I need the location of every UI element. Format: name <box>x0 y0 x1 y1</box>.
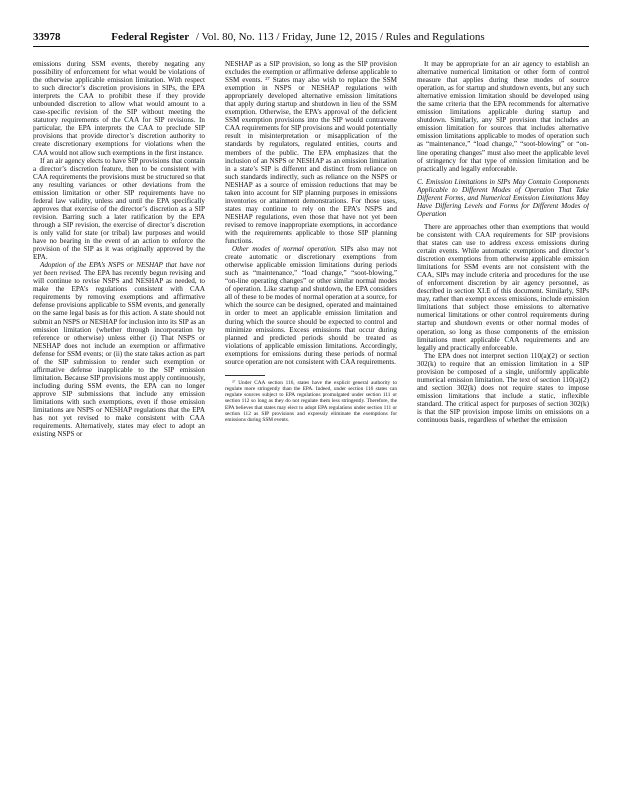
paragraph <box>225 245 397 366</box>
paragraph <box>33 261 205 438</box>
footnote-text: ²⁷ Under CAA section 116, states have the explicit general authority to regulate more stringently than the EPA. Indeed, under section 116 states can regulate sources subject to EPA regulations promulgated under section 111 or section 112 so long as they do not regulate them less stringently. Therefore, the EPA believes that states may elect to adopt EPA regulations under section 111 or section 112 as SIP provisions and expressly eliminate the exemptions for emissions during SSM events. <box>225 379 397 423</box>
paragraph <box>417 60 589 173</box>
footnote <box>225 380 397 423</box>
footnote-rule <box>225 375 265 376</box>
paragraph-text: The EPA does not interpret section 110(a)(2) or section 302(k) to require that an emission limitation in a SIP provision be composed of a single, uniformly applicable numerical emission limitation. The text of section 110(a)(2) and section 302(k) does not require states to impose emission limitations that include a static, inflexible standard. The critical aspect for purposes of section 302(k) is that the SIP provision impose limits on emissions on a continuous basis, regardless of whether the emission <box>417 351 589 425</box>
issue-details: / Vol. 80, No. 113 / Friday, June 12, 2015 / Rules and Regulations <box>195 31 485 43</box>
paragraph <box>33 157 205 262</box>
paragraph-heading: Other modes of normal operation. <box>232 245 337 254</box>
publication-title: Federal Register <box>111 31 190 43</box>
header-rule <box>33 46 589 47</box>
paragraph-heading: Adoption of the EPA’s NSPS or NESHAP that have not yet been revised. <box>33 261 205 278</box>
paragraph <box>225 60 397 245</box>
page-number: 33978 <box>33 31 61 43</box>
paragraph-text: It may be appropriate for an air agency to establish an alternative numerical limitation or other form of control measure that applies during these modes of source operation, as for startup and shutdown events, but any such alternative emission limitation should be developed using the same criteria that the EPA recommends for alternative emission limitations applicable during startup and shutdown. Similarly, any SIP provision that includes an emission limitation for sources that includes alternative emission limitations applicable to modes of operation such as “maintenance,” “load change,” “soot-blowing” or “on-line operating changes” must also meet the applicable level of stringency for that type of emission limitation and be practically and legally enforceable. <box>417 60 589 173</box>
paragraph-text: NESHAP as a SIP provision, so long as the SIP provision excludes the exemption or affirmative defense applicable to SSM events. ²⁷ States may also wish to replace the SSM exemption in NSPS or NESHAP regulations with appropriately developed alternative emission limitations that apply during startup and shutdown in lieu of the SSM exemption. Otherwise, the EPA’s approval of the deficient SSM exemption provisions into the SIP would contravene CAA requirements for SIP provisions and would potentially result in misinterpretation or misapplication of the standards by regulators, regulated entities, courts and members of the public. The EPA emphasizes that the inclusion of an NSPS or NESHAP as an emission limitation in a state’s SIP is different and distinct from reliance on such standards indirectly, such as reliance on the NSPS or NESHAP as a source of emission reductions that may be taken into account for SIP planning purposes in emissions inventories or attainment demonstrations. For those uses, states may continue to rely on the EPA’s NSPS and NESHAP regulations, even those that have not yet been revised to remove inappropriate exemptions, in accordance with the requirements applicable to those SIP planning functions. <box>225 60 397 246</box>
page-header <box>33 31 593 47</box>
text-column-3 <box>417 60 589 790</box>
paragraph <box>417 352 589 424</box>
text-column-2 <box>225 60 397 790</box>
paragraph-heading: C. Emission Limitations in SIPs May Contain Components Applicable to Different Modes of Operation That Take Different Forms, and Numerical Emission Limitations May Have Differing Levels and Forms for Different Modes of Operation <box>417 177 589 218</box>
paragraph-text: emissions during SSM events, thereby negating any possibility of enforcement for what would be violations of the otherwise applicable emission limitation. With respect to such director’s discretion provisions in SIPs, the EPA interprets the CAA to prohibit these if they provide unbounded discretion to allow what would amount to a case-specific revision of the SIP without meeting the statutory requirements of the CAA for SIP revisions. In particular, the EPA interprets the CAA to preclude SIP provisions that provide director’s discretion authority to create discretionary exemptions for violations when the CAA would not allow such exemptions in the first instance. <box>33 60 205 157</box>
paragraph-text: If an air agency elects to have SIP provisions that contain a director’s discretion feature, then to be consistent with CAA requirements the provisions must be structured so that any resulting variances or other deviations from the emission limitation or other SIP requirements have no federal law validity, unless and until the EPA specifically approves that exercise of the director’s discretion as a SIP revision. Barring such a later ratification by the EPA through a SIP revision, the exercise of director’s discretion is only valid for state (or tribal) law purposes and would have no bearing in the event of an action to enforce the provision of the SIP as it was originally approved by the EPA. <box>33 156 205 262</box>
paragraph-text: There are approaches other than exemptions that would be consistent with CAA requirements for SIP provisions that states can use to address excess emissions during certain events. While automatic exemptions and director’s discretion exemptions from otherwise applicable emission limitations for SSM events are not consistent with the CAA, SIPs may include criteria and procedures for the use of enforcement discretion by air agency personnel, as described in section XI.E of this document. Similarly, SIPs may, rather than exempt excess emissions, include emission limitations that subject those emissions to alternative numerical limitations or other control requirements during startup and shutdown events or other normal modes of operation, so long as those components of the emission limitations meet applicable CAA requirements and are legally and practically enforceable. <box>417 222 589 352</box>
paragraph <box>417 178 589 218</box>
paragraph <box>417 223 589 352</box>
paragraph-text: The EPA has recently begun revising and will continue to revise NSPS and NESHAP as needed, to make the EPA’s regulations consistent with CAA requirements by removing exemptions and affirmative defense provisions applicable to SSM events, and generally on the same legal basis as for this action. A state should not submit an NSPS or NESHAP for inclusion into its SIP as an emission limitation (whether through incorporation by reference or otherwise) unless either (i) That NSPS or NESHAP does not include an exemption or affirmative defense for SSM events; or (ii) the state takes action as part of the SIP submission to render such exemption or affirmative defense inapplicable to the SIP emission limitation. Because SIP provisions must apply continuously, including during SSM events, the EPA can no longer approve SIP submissions that include any emission limitations with such exemptions, even if those emission limitations are NSPS or NESHAP regulations that the EPA has not yet revised to make consistent with CAA requirements. Alternatively, states may elect to adopt an existing NSPS or <box>33 269 205 439</box>
paragraph <box>33 60 205 157</box>
paragraph-text: SIPs also may not create automatic or discretionary exemptions from otherwise applicable emission limitations during periods such as “maintenance,” “load change,” “soot-blowing,” “on-line operating changes” or other similar normal modes of operation. Like startup and shutdown, the EPA considers all of these to be modes of normal operation at a source, for which the source can be designed, operated and maintained in order to meet an applicable emission limitation and during which the source should be expected to control and minimize emissions. Excess emissions that occur during planned and predicted periods should be treated as violations of applicable emission limitations. Accordingly, exemptions for emissions during these periods of normal source operation are not consistent with CAA requirements. <box>225 245 397 366</box>
text-column-1 <box>33 60 205 790</box>
